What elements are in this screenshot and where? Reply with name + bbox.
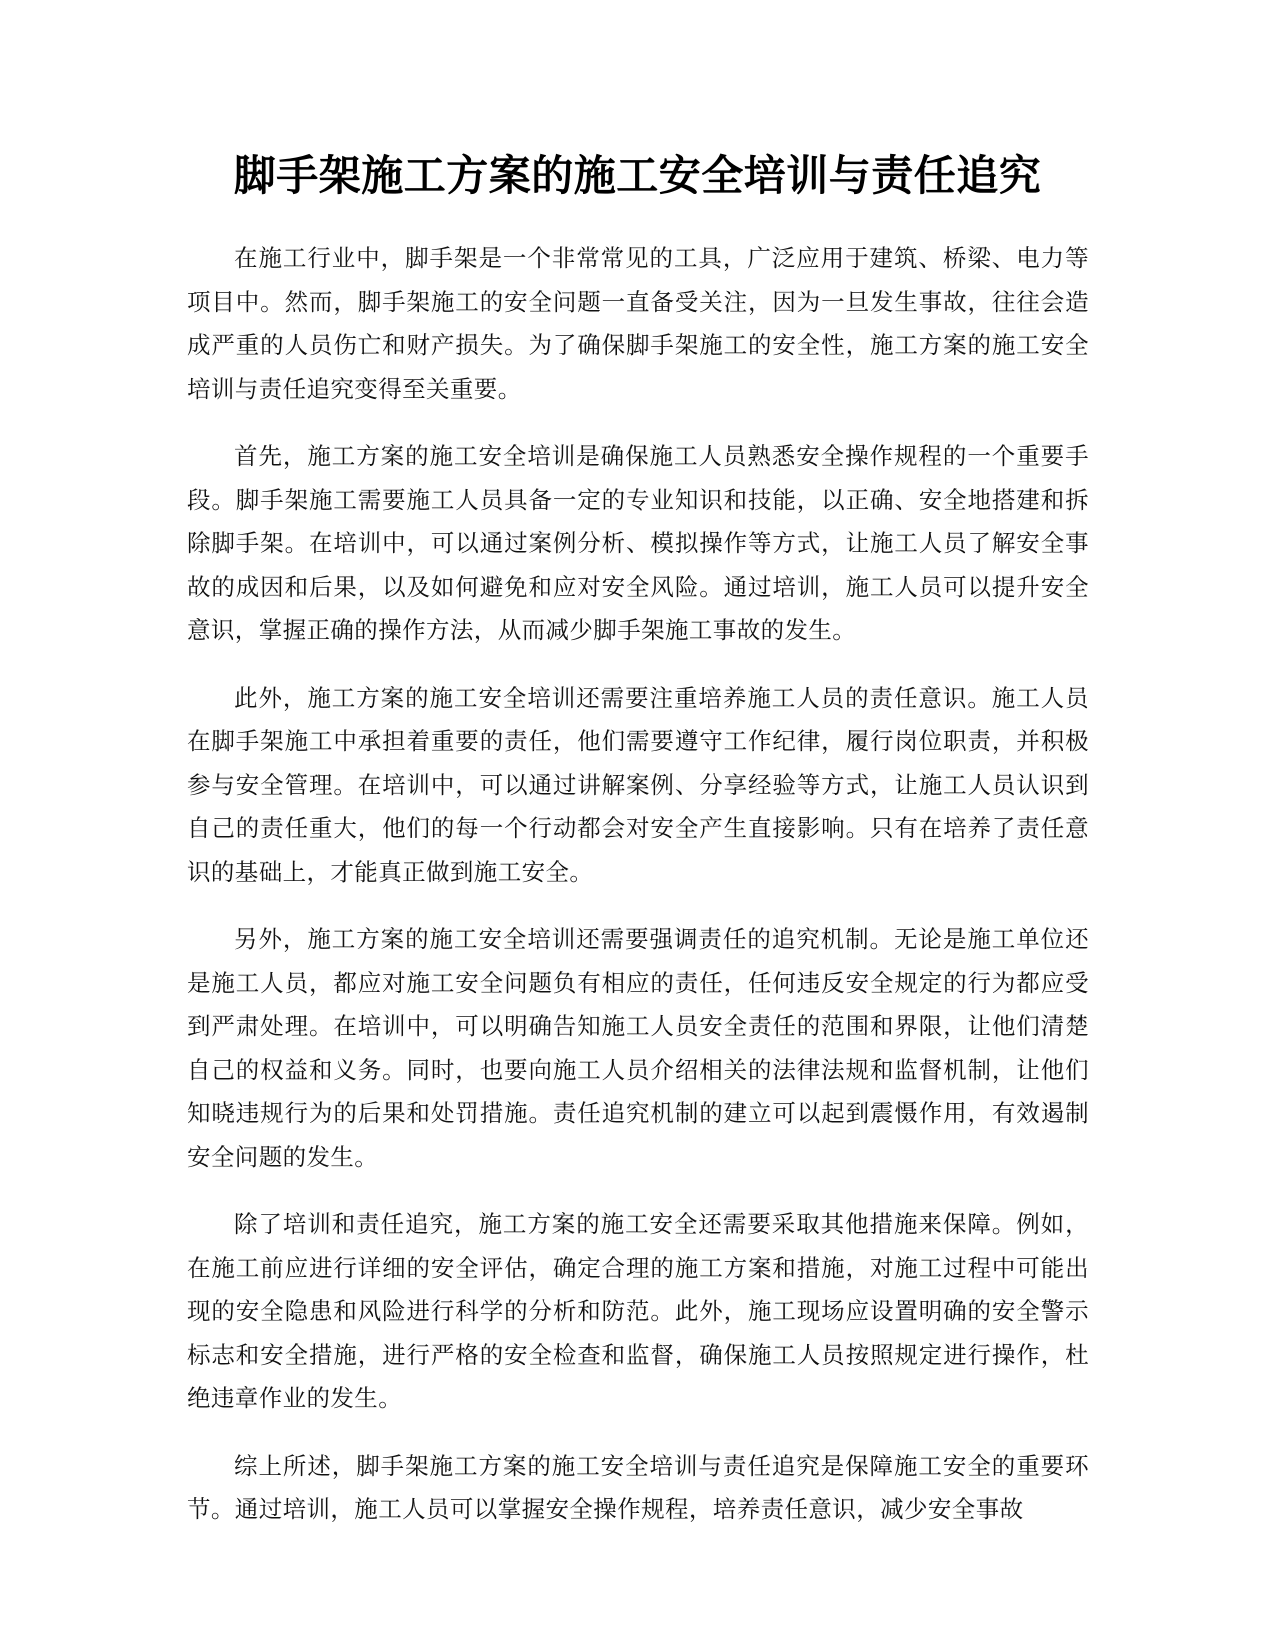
paragraph-6: 综上所述，脚手架施工方案的施工安全培训与责任追究是保障施工安全的重要环节。通过培训，施工人员可以掌握安全操作规程，培养责任意识，减少安全事故 [187,1451,1089,1523]
document-body [187,237,1089,1556]
paragraph-1: 在施工行业中，脚手架是一个非常常见的工具，广泛应用于建筑、桥梁、电力等项目中。然而，脚手架施工的安全问题一直备受关注，因为一旦发生事故，往往会造成严重的人员伤亡和财产损失。为了确保脚手架施工的安全性，施工方案的施工安全培训与责任追究变得至关重要。 [187,244,1089,403]
paragraph-5: 除了培训和责任追究，施工方案的施工安全还需要采取其他措施来保障。例如，在施工前应进行详细的安全评估，确定合理的施工方案和措施，对施工过程中可能出现的安全隐患和风险进行科学的分析和防范。此外，施工现场应设置明确的安全警示标志和安全措施，进行严格的安全检查和监督，确保施工人员按照规定进行操作，杜绝违章作业的发生。 [187,1210,1089,1412]
document-title: 脚手架施工方案的施工安全培训与责任追究 [233,151,1042,200]
paragraph-3: 此外，施工方案的施工安全培训还需要注重培养施工人员的责任意识。施工人员在脚手架施工中承担着重要的责任，他们需要遵守工作纪律，履行岗位职责，并积极参与安全管理。在培训中，可以通过讲解案例、分享经验等方式，让施工人员认识到自己的责任重大，他们的每一个行动都会对安全产生直接影响。只有在培养了责任意识的基础上，才能真正做到施工安全。 [187,683,1089,886]
paragraph-2: 首先，施工方案的施工安全培训是确保施工人员熟悉安全操作规程的一个重要手段。脚手架施工需要施工人员具备一定的专业知识和技能，以正确、安全地搭建和拆除脚手架。在培训中，可以通过案例分析、模拟操作等方式，让施工人员了解安全事故的成因和后果，以及如何避免和应对安全风险。通过培训，施工人员可以提升安全意识，掌握正确的操作方法，从而减少脚手架施工事故的发生。 [187,442,1089,644]
paragraph-4: 另外，施工方案的施工安全培训还需要强调责任的追究机制。无论是施工单位还是施工人员，都应对施工安全问题负有相应的责任，任何违反安全规定的行为都应受到严肃处理。在培训中，可以明确告知施工人员安全责任的范围和界限，让他们清楚自己的权益和义务。同时，也要向施工人员介绍相关的法律法规和监督机制，让他们知晓违规行为的后果和处罚措施。责任追究机制的建立可以起到震慑作用，有效遏制安全问题的发生。 [187,925,1089,1171]
